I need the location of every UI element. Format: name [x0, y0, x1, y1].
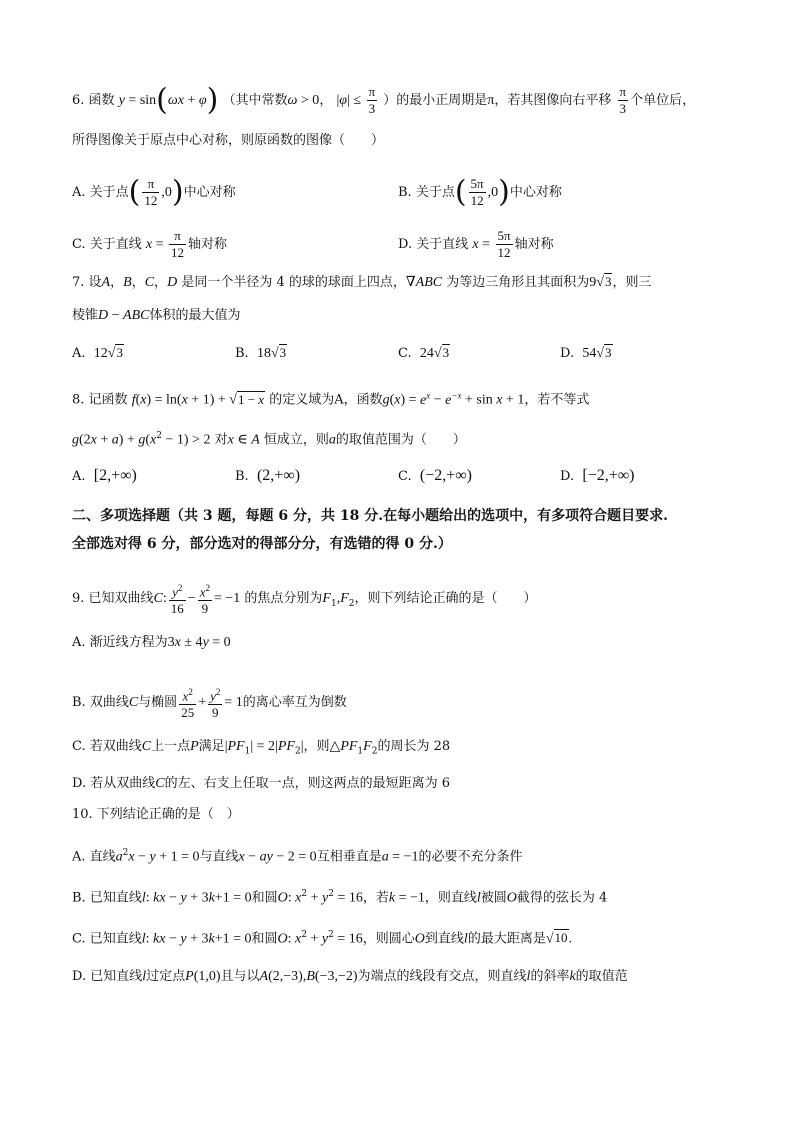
- q8-option-b: B. (2,+∞): [235, 467, 301, 484]
- q9-option-c: C. 若双曲线C上一点P满足$|PF_1| = 2|PF_2|$，则$\triangle PF_1F_2$的周长为 28: [72, 739, 451, 757]
- q10-option-b: B. 已知直线l: kx − y + 3k+1 = 0和圆O: $x^2 + y^2 = 16$，若k = −1，则直线l被圆O截得的弦长为 4: [72, 889, 608, 906]
- q9-option-a: A. 渐近线方程为3x ± 4y = 0: [72, 635, 231, 650]
- q7-stem-line2: 棱锥D − ABC体积的最大值为: [72, 308, 241, 323]
- q6-stem-line1: 6. 函数 y = sin(ωx + φ) （其中常数ω > 0， |φ| ≤ $\frac{\pi}{3}$ ）的最小正周期是π，若其图像向右平移 $\frac{\pi}{3}$ 个单位后，: [72, 82, 696, 118]
- section-2-heading-line1: 二、多项选择题（共 3 题，每题 6 分，共 18 分.在每小题给出的选项中，有多项符合题目要求.: [72, 508, 668, 524]
- q7-option-a: A. 12√3: [72, 345, 123, 361]
- q6-option-a: A. 关于点( $\frac{\pi}{12}$ ,0)中心对称: [72, 174, 236, 210]
- q8-option-d: D. [−2,+∞): [560, 467, 635, 484]
- q7-option-b: B. 18√3: [235, 345, 287, 361]
- q9-option-b: B. 双曲线C与椭圆 $\frac{x^2}{25}$ + $\frac{y^2}{9}$ = 1的离心率互为倒数: [72, 684, 754, 721]
- q9-stem: 9. 已知双曲线C: $\frac{y^2}{16}$ − $\frac{x^2}{9}$ = −1 的焦点分别为$F_1,F_2$，则下列结论正确的是（ ）: [72, 580, 754, 617]
- q6-option-d: D. 关于直线 x = $\frac{5\pi}{12}$ 轴对称: [398, 228, 554, 260]
- q9-option-d: D. 若从双曲线C的左、右支上任取一点，则这两点的最短距离为 6: [72, 776, 450, 791]
- q10-stem: 10. 下列结论正确的是（ ）: [72, 807, 240, 822]
- q6-stem-line2: 所得图像关于原点中心对称，则原函数的图像（ ）: [72, 133, 385, 148]
- q8-stem-line1: 8. 记函数 f(x) = ln(x + 1) + √1 − x 的定义域为A，函数$g(x) = e^x - e^{-x} + \sin x + 1$，若不等式: [72, 390, 590, 408]
- q7-stem-line1: 7. 设A，B，C，D 是同一个半径为 4 的球的球面上四点，∇ABC 为等边三角形且其面积为9√3，则三: [72, 274, 652, 290]
- q6-option-b: B. 关于点( $\frac{5\pi}{12}$ ,0)中心对称: [398, 174, 562, 210]
- q10-option-c: C. 已知直线l: kx − y + 3k+1 = 0和圆O: $x^2 + y^2 = 16$，则圆心O到直线l的最大距离是√10.: [72, 930, 573, 947]
- q10-option-d: D. 已知直线l过定点P(1,0)且与以A(2,−3),B(−3,−2)为端点的线段有交点，则直线l的斜率k的取值范: [72, 969, 628, 984]
- q7-option-d: D. 54√3: [560, 345, 612, 361]
- q8-stem-line2: $g(2x + a) + g(x^2 - 1) > 2$ 对x ∈ A 恒成立，则a的取值范围为（ ）: [72, 431, 466, 448]
- q7-option-c: C. 24√3: [398, 345, 450, 361]
- q8-option-c: C. (−2,+∞): [398, 467, 472, 484]
- q6-option-c: C. 关于直线 x = $\frac{\pi}{12}$ 轴对称: [72, 228, 228, 260]
- section-2-heading-line2: 全部选对得 6 分，部分选对的得部分分，有选错的得 0 分.）: [72, 536, 452, 552]
- q8-option-a: A. [2,+∞): [72, 467, 137, 484]
- q10-option-a: A. 直线$a^2x - y + 1 = 0$与直线x − ay − 2 = 0互相垂直是a = −1的必要不充分条件: [72, 848, 523, 865]
